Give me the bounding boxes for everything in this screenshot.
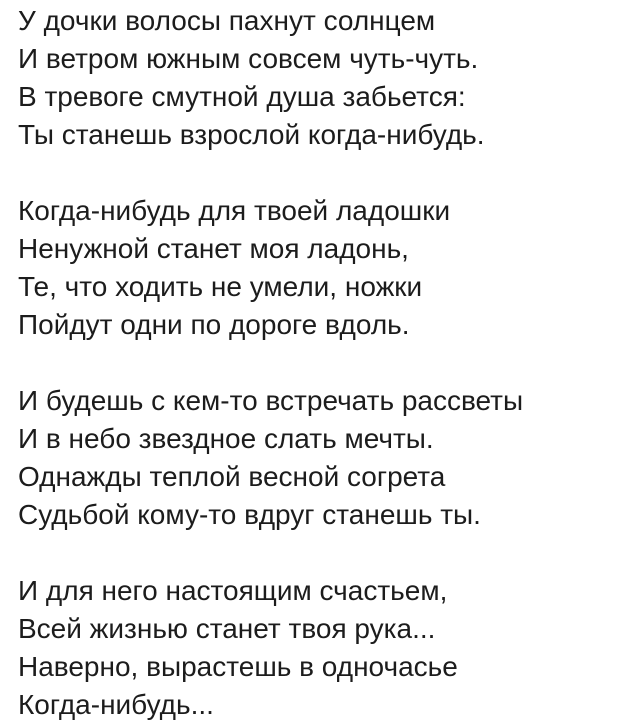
poem-line: Судьбой кому-то вдруг станешь ты. — [18, 499, 481, 530]
poem-line: У дочки волосы пахнут солнцем — [18, 5, 436, 36]
poem-line: Ты станешь взрослой когда-нибудь. — [18, 119, 485, 150]
poem-stanza-1 — [18, 2, 627, 154]
poem-line: И для него настоящим счастьем, — [18, 575, 448, 606]
poem-line: Всей жизнью станет твоя рука... — [18, 613, 436, 644]
poem-line: И будешь с кем-то встречать рассветы — [18, 385, 524, 416]
poem-line: Когда-нибудь... — [18, 689, 214, 720]
poem-line: Пойдут одни по дороге вдоль. — [18, 309, 410, 340]
poem-line: Те, что ходить не умели, ножки — [18, 271, 423, 302]
poem-stanza-3 — [18, 382, 627, 534]
poem-stanza-2 — [18, 192, 627, 344]
poem-line: Наверно, вырастешь в одночасье — [18, 651, 458, 682]
poem-line: Ненужной станет моя ладонь, — [18, 233, 409, 264]
poem-stanza-4 — [18, 572, 627, 724]
poem-line: И ветром южным совсем чуть-чуть. — [18, 43, 479, 74]
poem-line: В тревоге смутной душа забьется: — [18, 81, 466, 112]
poem-line: Однажды теплой весной согрета — [18, 461, 446, 492]
poem-text — [18, 2, 627, 724]
poem-line: И в небо звездное слать мечты. — [18, 423, 434, 454]
poem-line: Когда-нибудь для твоей ладошки — [18, 195, 451, 226]
